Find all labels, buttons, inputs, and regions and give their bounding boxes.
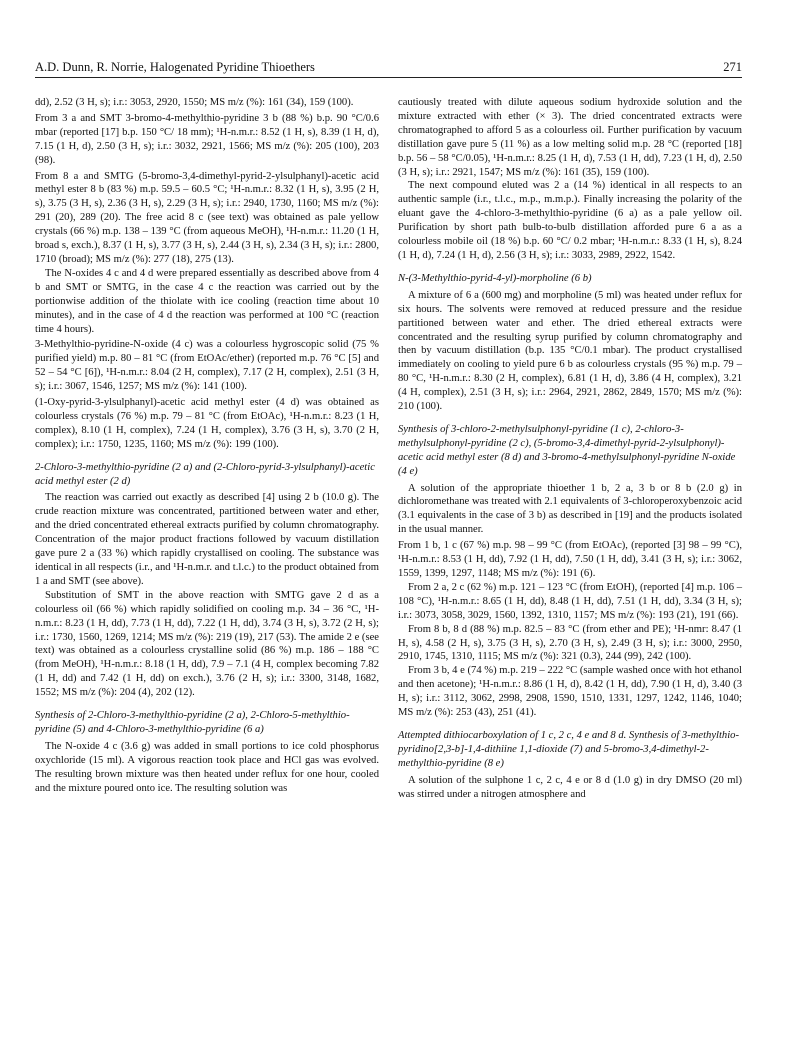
paragraph: From 1 b, 1 c (67 %) m.p. 98 – 99 °C (from EtOAc), (reported [3] 98 – 99 °C), ¹H-n.m.r.: 8.53 (1 H, dd), 7.92 (1 H, dd), 7.50 (1 H, dd), 3.41 (3 H, s); i.r.: 3062, 1559, 1399, 1297, 1148; MS m/z (%): 191 (6). (398, 540, 742, 579)
section-heading: 2-Chloro-3-methylthio-pyridine (2 a) and (2-Chloro-pyrid-3-ylsulphanyl)-acetic acid methyl ester (2 d) (35, 461, 375, 487)
paragraph: A mixture of 6 a (600 mg) and morpholine (5 ml) was heated under reflux for six hours. The solvents were removed at reduced pressure and the residue partitioned between water and ether. The dried ethereal extracts were concentrated and the resulting syrup purified by column chromatography and then by vacuum distillation (b.p. 135 °C/0.1 mbar). The product crystallised immediately on cooling to yield pure 6 b as colourless crystals (95 %) m.p. 79 – 80 °C, ¹H-n.m.r.: 8.30 (2 H, complex), 6.81 (1 H, d), 3.86 (4 H, complex), 3.21 (4 H, complex), 2.51 (3 H, s); i.r.: 2964, 2921, 2862, 2849, 1570; MS m/z (%): 210 (100). (398, 289, 742, 413)
paragraph: The next compound eluted was 2 a (14 %) identical in all respects to an authentic sample (i.r., t.l.c., m.p., m.m.p.). Finally increasing the polarity of the eluant gave the 4-chloro-3-methylthio-pyridine (6 a) as a pale yellow oil. Purification by short path bulb-to-bulb distillation afforded pure 6 a as a colourless mobile oil (18 %) b.p. 60 °C/ 0.2 mbar; ¹H-n.m.r.: 8.33 (1 H, s), 8.24 (1 H, d), 7.24 (1 H, d), 2.56 (3 H, s); i.r.: 3033, 2989, 2922, 1542. (398, 180, 742, 261)
section-heading: Synthesis of 2-Chloro-3-methylthio-pyridine (2 a), 2-Chloro-5-methylthio-pyridine (5) and 4-Chloro-3-methylthio-pyridine (6 a) (35, 710, 350, 735)
left-column (35, 94, 379, 796)
paragraph: From 8 a and SMTG (5-bromo-3,4-dimethyl-pyrid-2-ylsulphanyl)-acetic acid methyl ester 8 b (83 %) m.p. 59.5 – 60.5 °C; ¹H-n.m.r.: 8.32 (1 H, s), 3.95 (2 H, s), 3.75 (3 H, s), 2.36 (3 H, s), 2.29 (3 H, s); i.r.: 2940, 1730, 1160; MS m/z (%): 291 (20), 289 (20). The free acid 8 c (see text) was obtained as pale yellow crystals (66 %) m.p. 138 – 139 °C (from aqueous MeOH), ¹H-n.m.r.: 11.20 (1 H, broad s, exch.), 8.37 (1 H, s), 3.77 (3 H, s), 2.44 (3 H, s), 2.34 (3 H, s); i.r.: 2800, 1710 (broad); MS m/z (%): 277 (18), 275 (13). (35, 170, 379, 265)
paragraph: dd), 2.52 (3 H, s); i.r.: 3053, 2920, 1550; MS m/z (%): 161 (34), 159 (100). (35, 97, 354, 108)
paragraph: The N-oxide 4 c (3.6 g) was added in small portions to ice cold phosphorus oxychloride (15 ml). A vigorous reaction took place and HCl gas was evolved. The resulting brown mixture was then heated under reflux for one hour, cooled and the mixture poured onto ice. The resulting solution was (35, 740, 379, 794)
section-heading: Attempted dithiocarboxylation of 1 c, 2 c, 4 e and 8 d. Synthesis of 3-methylthio-pyridino[2,3-b]-1,4-dithiine 1,1-dioxide (7) and 5-bromo-3,4-dimethyl-2-methylthio-pyridine (8 e) (398, 729, 739, 769)
paragraph: Substitution of SMT in the above reaction with SMTG gave 2 d as a colourless oil (66 %) which rapidly solidified on cooling m.p. 34 – 36 °C, ¹H-n.m.r.: 8.23 (1 H, dd), 7.73 (1 H, dd), 7.22 (1 H, dd), 3.74 (3 H, s), 3.72 (2 H, s); i.r.: 1730, 1560, 1269, 1214; MS m/z (%): 219 (19), 217 (53). The amide 2 e (see text) was obtained as a colourless crystalline solid (86 %) m.p. 186 – 188 °C (from MeOH), ¹H-n.m.r.: 8.18 (1 H, dd), 7.9 – 7.1 (4 H, complex becoming 7.82 (1 H, dd) and 7.42 (1 H, dd) on exch.), 3.76 (2 H, s); i.r.: 3300, 3148, 1682, 1552; MS m/z (%): 204 (4), 202 (12). (35, 589, 379, 699)
paragraph: A solution of the appropriate thioether 1 b, 2 a, 3 b or 8 b (2.0 g) in dichloromethane was treated with 2.1 equivalents of 3-chloroperoxybenzoic acid (3.1 equivalents in the case of 3 b) as described in [19] and the products isolated in the usual manner. (398, 482, 742, 536)
running-header (35, 58, 742, 78)
section-heading: N-(3-Methylthio-pyrid-4-yl)-morpholine (6 b) (398, 272, 592, 284)
paragraph: 3-Methylthio-pyridine-N-oxide (4 c) was a colourless hygroscopic solid (75 % purified yield) m.p. 80 – 81 °C (from EtOAc/ether) (reported m.p. 76 °C [5] and 52 – 54 °C [6]), ¹H-n.m.r.: 8.04 (2 H, complex), 7.17 (2 H, complex), 2.51 (3 H, s); i.r.: 3067, 1546, 1257; MS m/z (%): 141 (100). (35, 339, 379, 393)
section-heading: Synthesis of 3-chloro-2-methylsulphonyl-pyridine (1 c), 2-chloro-3-methylsulphonyl-pyridine (2 c), (5-bromo-3,4-dimethyl-pyrid-2-ylsulphonyl)-acetic acid methyl ester (8 d) and 3-bromo-4-methylsulphonyl-pyridine N-oxide (4 e) (398, 423, 736, 477)
paragraph: cautiously treated with dilute aqueous sodium hydroxide solution and the mixture extracted with ether (× 3). The dried concentrated extracts were chromatographed to afford 5 as a colourless oil. Further purification by vacuum distillation gave pure 5 (11 %) as a low melting solid m.p. 28 °C (reported [18] b.p. 56 – 58 °C/0.05), ¹H-n.m.r.: 8.25 (1 H, d), 7.53 (1 H, dd), 7.23 (1 H, d), 2.50 (3 H, s); i.r.: 2921, 1547; MS m/z (%): 161 (35), 159 (100). (398, 97, 742, 178)
paragraph: From 8 b, 8 d (88 %) m.p. 82.5 – 83 °C (from ether and PE); ¹H-nmr: 8.47 (1 H, s), 4.58 (2 H, s), 3.75 (3 H, s), 2.70 (3 H, s), 2.49 (3 H, s); i.r.: 3000, 2950, 2910, 1745, 1310, 1115; MS m/z (%): 321 (0.3), 244 (99), 242 (100). (398, 623, 742, 663)
paragraph: (1-Oxy-pyrid-3-ylsulphanyl)-acetic acid methyl ester (4 d) was obtained as colourless crystals (76 %) m.p. 79 – 81 °C (from EtOAc), ¹H-n.m.r.: 8.23 (1 H, complex), 8.10 (1 H, complex), 7.24 (1 H, complex), 3.76 (3 H, s), 3.70 (2 H, complex); i.r.: 1750, 1235, 1160; MS m/z (%): 199 (100). (35, 397, 379, 450)
page-number: 271 (723, 60, 742, 74)
running-title: A.D. Dunn, R. Norrie, Halogenated Pyridine Thioethers (35, 60, 315, 74)
paragraph: A solution of the sulphone 1 c, 2 c, 4 e or 8 d (1.0 g) in dry DMSO (20 ml) was stirred under a nitrogen atmosphere and (398, 774, 742, 800)
paragraph: From 3 b, 4 e (74 %) m.p. 219 – 222 °C (sample washed once with hot ethanol and then acetone); ¹H-n.m.r.: 8.86 (1 H, d), 8.42 (1 H, dd), 7.90 (1 H, d), 3.40 (3 H, s); i.r.: 3112, 3062, 2998, 2908, 1590, 1510, 1331, 1297, 1242, 1146, 1040; MS m/z (%): 253 (43), 251 (41). (398, 665, 742, 719)
paragraph: From 3 a and SMT 3-bromo-4-methylthio-pyridine 3 b (88 %) b.p. 90 °C/0.6 mbar (reported [17] b.p. 150 °C/ 18 mm); ¹H-n.m.r.: 8.52 (1 H, s), 8.39 (1 H, d), 7.15 (1 H, d), 2.50 (3 H, s); i.r.: 3032, 2921, 1566; MS m/z (%): 205 (100), 203 (98). (35, 112, 379, 166)
paragraph: From 2 a, 2 c (62 %) m.p. 121 – 123 °C (from EtOH), (reported [4] m.p. 106 – 108 °C), ¹H-n.m.r.: 8.65 (1 H, dd), 8.48 (1 H, dd), 7.51 (1 H, dd), 3.34 (3 H, s); i.r.: 3073, 3058, 3029, 1560, 1392, 1310, 1157; MS m/z (%): 193 (21), 191 (66). (398, 581, 742, 621)
right-column (398, 94, 742, 802)
paragraph: The N-oxides 4 c and 4 d were prepared essentially as described above from 4 b and SMT or SMTG, in the case 4 c the reaction was carried out by the portionwise addition of the thiolate with ice cooling (reaction time about 10 minutes), and in the case of 4 d the reaction was performed at 100 °C (reaction time 4 hours). (35, 267, 379, 335)
paragraph: The reaction was carried out exactly as described [4] using 2 b (10.0 g). The crude reaction mixture was concentrated, partitioned between water and ether, and the dried concentrated ethereal extracts purified by column chromatography. Concentration of the major product fractions followed by vacuum distillation gave pure 2 a (33 %) which rapidly crystallised on cooling. The substance was identical in all respects (i.r., and ¹H-n.m.r. and t.l.c.) to the product obtained from 1 a and SMT (see above). (35, 492, 379, 587)
